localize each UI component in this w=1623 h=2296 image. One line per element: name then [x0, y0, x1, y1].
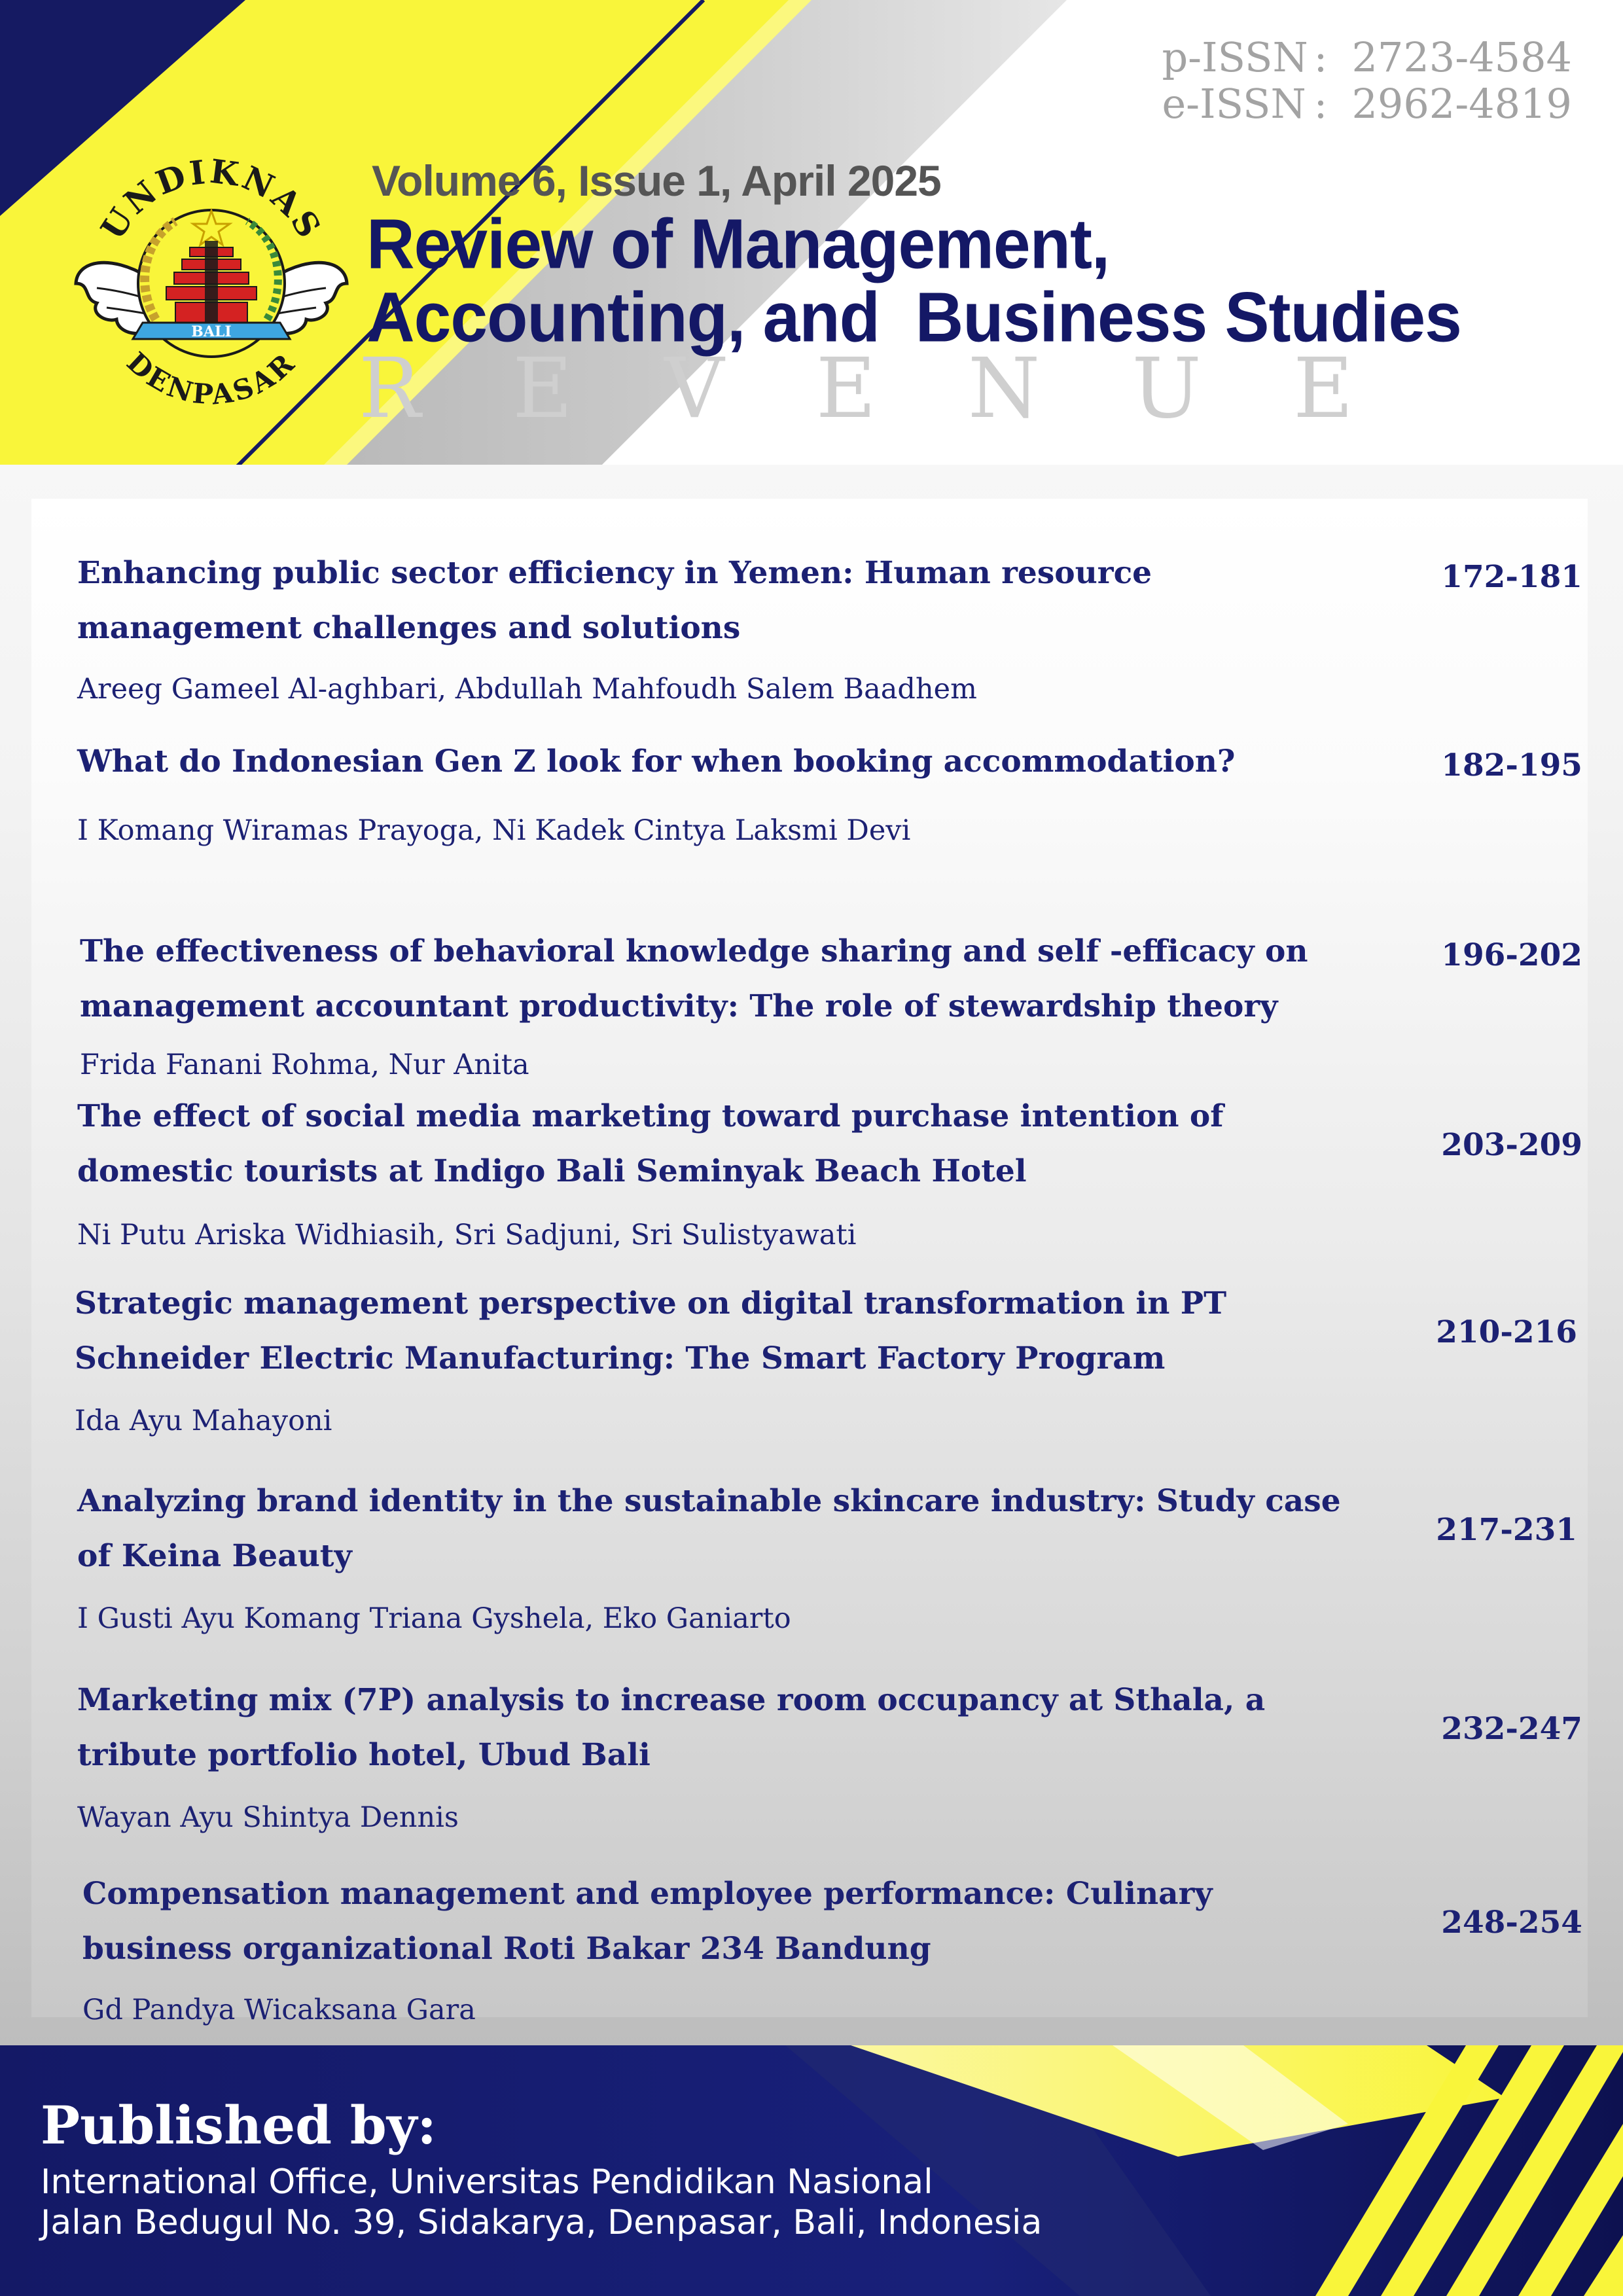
article-pages: 217-231 [1436, 1512, 1577, 1548]
acronym-letter: E [512, 340, 573, 437]
acronym-letter: E [1293, 340, 1353, 437]
article-authors: Ni Putu Ariska Widhiasih, Sri Sadjuni, Sri Sulistyawati [77, 1219, 857, 1251]
publisher-address-line-2: Jalan Bedugul No. 39, Sidakarya, Denpasar, Bali, Indonesia [41, 2203, 1043, 2242]
article-authors: Wayan Ayu Shintya Dennis [77, 1801, 459, 1834]
article-entry[interactable] [82, 1867, 1588, 2026]
article-pages: 232-247 [1441, 1711, 1582, 1747]
p-issn-separator: : [1313, 33, 1328, 81]
article-title[interactable]: Compensation management and employee performance: Culinary business organizational Roti Bakar 234 Bandung [82, 1876, 1213, 1967]
article-pages: 203-209 [1441, 1127, 1582, 1163]
publisher-address-line-1: International Office, Universitas Pendidikan Nasional [41, 2162, 933, 2202]
article-title[interactable]: Enhancing public sector efficiency in Yemen: Human resource management challenges and solutions [77, 555, 1152, 646]
logo-bottom-text: DENPASAR [120, 346, 302, 411]
logo-ribbon-text: BALI [191, 323, 232, 340]
article-pages: 172-181 [1441, 559, 1582, 595]
journal-title [366, 204, 1461, 357]
e-issn-row [1162, 81, 1572, 127]
acronym-letter: R [359, 340, 421, 437]
article-entry[interactable] [80, 924, 1585, 1081]
article-title[interactable]: The effectiveness of behavioral knowledge sharing and self -efficacy on management accountant productivity: The role of stewardship theory [80, 933, 1308, 1024]
article-entry[interactable] [77, 546, 1582, 706]
article-entry[interactable] [77, 1089, 1582, 1251]
cover-footer [0, 2045, 1623, 2296]
article-entry[interactable] [77, 1673, 1582, 1834]
journal-title-line-1: Review of Management, [366, 204, 1110, 283]
article-pages: 210-216 [1436, 1314, 1577, 1350]
acronym-letter: U [1132, 340, 1202, 437]
undiknas-logo [71, 143, 352, 424]
article-title[interactable]: Strategic management perspective on digital transformation in PT Schneider Electric Manufacturing: The Smart Factory Program [75, 1285, 1227, 1376]
article-title[interactable]: What do Indonesian Gen Z look for when booking accommodation? [77, 744, 1236, 780]
publisher-address [41, 2162, 1042, 2243]
volume-issue-line: Volume 6, Issue 1, April 2025 [372, 156, 941, 205]
journal-title-line-2: Accounting, and Business Studies [366, 278, 1461, 357]
cover-header [0, 0, 1623, 465]
article-title[interactable]: Analyzing brand identity in the sustainable skincare industry: Study case of Keina Beauty [77, 1483, 1341, 1574]
article-pages: 248-254 [1441, 1905, 1582, 1941]
p-issn-value: 2723-4584 [1351, 33, 1572, 81]
acronym-letter: E [815, 340, 876, 437]
journal-acronym [359, 340, 1353, 437]
article-entry[interactable] [77, 1474, 1582, 1635]
article-authors: Frida Fanani Rohma, Nur Anita [80, 1049, 529, 1081]
article-title[interactable]: Marketing mix (7P) analysis to increase room occupancy at Sthala, a tribute portfolio hotel, Ubud Bali [77, 1682, 1266, 1773]
table-of-contents-panel [31, 499, 1588, 2017]
published-by-heading: Published by: [41, 2094, 437, 2156]
issn-block [1162, 34, 1572, 128]
p-issn-label: p-ISSN [1162, 33, 1308, 81]
acronym-letter: V [664, 340, 724, 437]
article-pages: 196-202 [1441, 937, 1582, 973]
article-title[interactable]: The effect of social media marketing toward purchase intention of domestic tourists at Indigo Bali Seminyak Beach Hotel [77, 1098, 1224, 1189]
p-issn-row [1162, 34, 1572, 81]
article-authors: Gd Pandya Wicaksana Gara [82, 1994, 476, 2026]
article-entry[interactable] [77, 734, 1582, 847]
article-authors: Areeg Gameel Al-aghbari, Abdullah Mahfoudh Salem Baadhem [77, 673, 977, 706]
article-authors: Ida Ayu Mahayoni [75, 1405, 332, 1437]
e-issn-value: 2962-4819 [1351, 80, 1572, 128]
e-issn-separator: : [1313, 80, 1328, 128]
article-pages: 182-195 [1441, 747, 1582, 783]
acronym-letter: N [967, 340, 1041, 437]
logo-top-text: UNDIKNAS [93, 151, 330, 247]
article-entry[interactable] [75, 1276, 1580, 1437]
article-authors: I Komang Wiramas Prayoga, Ni Kadek Cintya Laksmi Devi [77, 814, 911, 847]
e-issn-label: e-ISSN [1162, 80, 1306, 128]
article-authors: I Gusti Ayu Komang Triana Gyshela, Eko Ganiarto [77, 1602, 791, 1635]
